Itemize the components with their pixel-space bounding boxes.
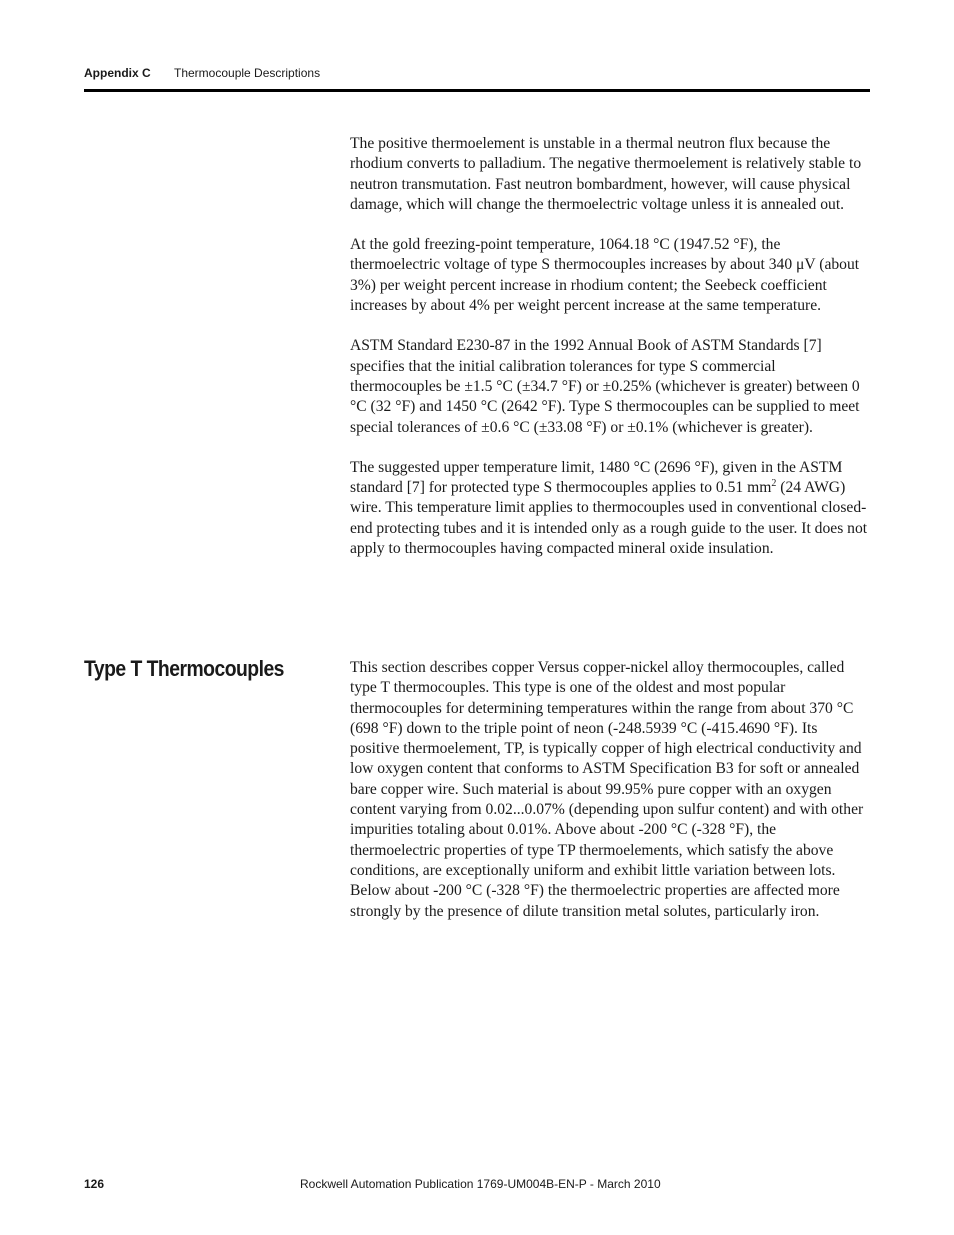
paragraph: ASTM Standard E230-87 in the 1992 Annual Book of ASTM Standards [7] specifies that the initial calibration tolerances for type S commercial thermocouples be ±1.5 °C (±34.7 °F) or ±0.25% (whichever is greater) between 0 °C (32 °F) and 1450 °C (2642 °F). Type S thermocouples can be supplied to meet special tolerances of ±0.6 °C (±33.08 °F) or ±0.1% (whichever is greater). xyxy=(350,337,860,436)
page-number: 126 xyxy=(84,1177,105,1191)
paragraph xyxy=(350,458,870,559)
section-title: Thermocouple Descriptions xyxy=(174,66,321,80)
header-rule xyxy=(84,89,870,92)
type-s-continued-text xyxy=(350,134,870,579)
paragraph: At the gold freezing-point temperature, 1064.18 °C (1947.52 °F), the thermoelectric voltage of type S thermocouples increases by about 340 μV (about 3%) per weight percent increase in rhodium content; the Seebeck coefficient increases by about 4% per weight percent increase at the same temperature. xyxy=(350,236,860,315)
paragraph: The positive thermoelement is unstable in a thermal neutron flux because the rhodium converts to palladium. The negative thermoelement is relatively stable to neutron transmutation. Fast neutron bombardment, however, will cause physical damage, which will change the thermoelectric voltage unless it is annealed out. xyxy=(350,135,862,213)
publication-info: Rockwell Automation Publication 1769-UM004B-EN-P - March 2010 xyxy=(300,1177,661,1191)
section-heading: Type T Thermocouples xyxy=(84,656,284,681)
paragraph: This section describes copper Versus copper-nickel alloy thermocouples, called type T thermocouples. This type is one of the oldest and most popular thermocouples for determining temperatures within the range from about 370 °C (698 °F) down to the triple point of neon (-248.5939 °C (-415.4690 °F). Its positive thermoelement, TP, is typically copper of high electrical conductivity and low oxygen content that conforms to ASTM Specification B3 for soft or annealed bare copper wire. Such material is about 99.95% pure copper with an oxygen content varying from 0.02...0.07% (depending upon sulfur content) and with other impurities totaling about 0.01%. Above about -200 °C (-328 °F), the thermoelectric properties of type TP thermoelements, which satisfy the above conditions, are exceptionally uniform and exhibit little variation between lots. Below about -200 °C (-328 °F) the thermoelectric properties are affected more strongly by the presence of dilute transition metal solutes, particularly iron. xyxy=(350,659,864,920)
appendix-label: Appendix C xyxy=(84,66,151,80)
page-header xyxy=(84,66,870,90)
superscript: 2 xyxy=(771,477,777,489)
paragraph-text: The suggested upper temperature limit, 1480 °C (2696 °F), given in the ASTM standard [7] for protected type S thermocouples applies to 0.51 mm xyxy=(350,458,843,497)
type-t-text xyxy=(350,658,870,942)
paragraph-text: (24 AWG) wire. This temperature limit applies to thermocouples used in conventional closed-end protecting tubes and it is intended only as a rough guide to the user. It does not apply to thermocouples having compacted mineral oxide insulation. xyxy=(350,479,868,558)
